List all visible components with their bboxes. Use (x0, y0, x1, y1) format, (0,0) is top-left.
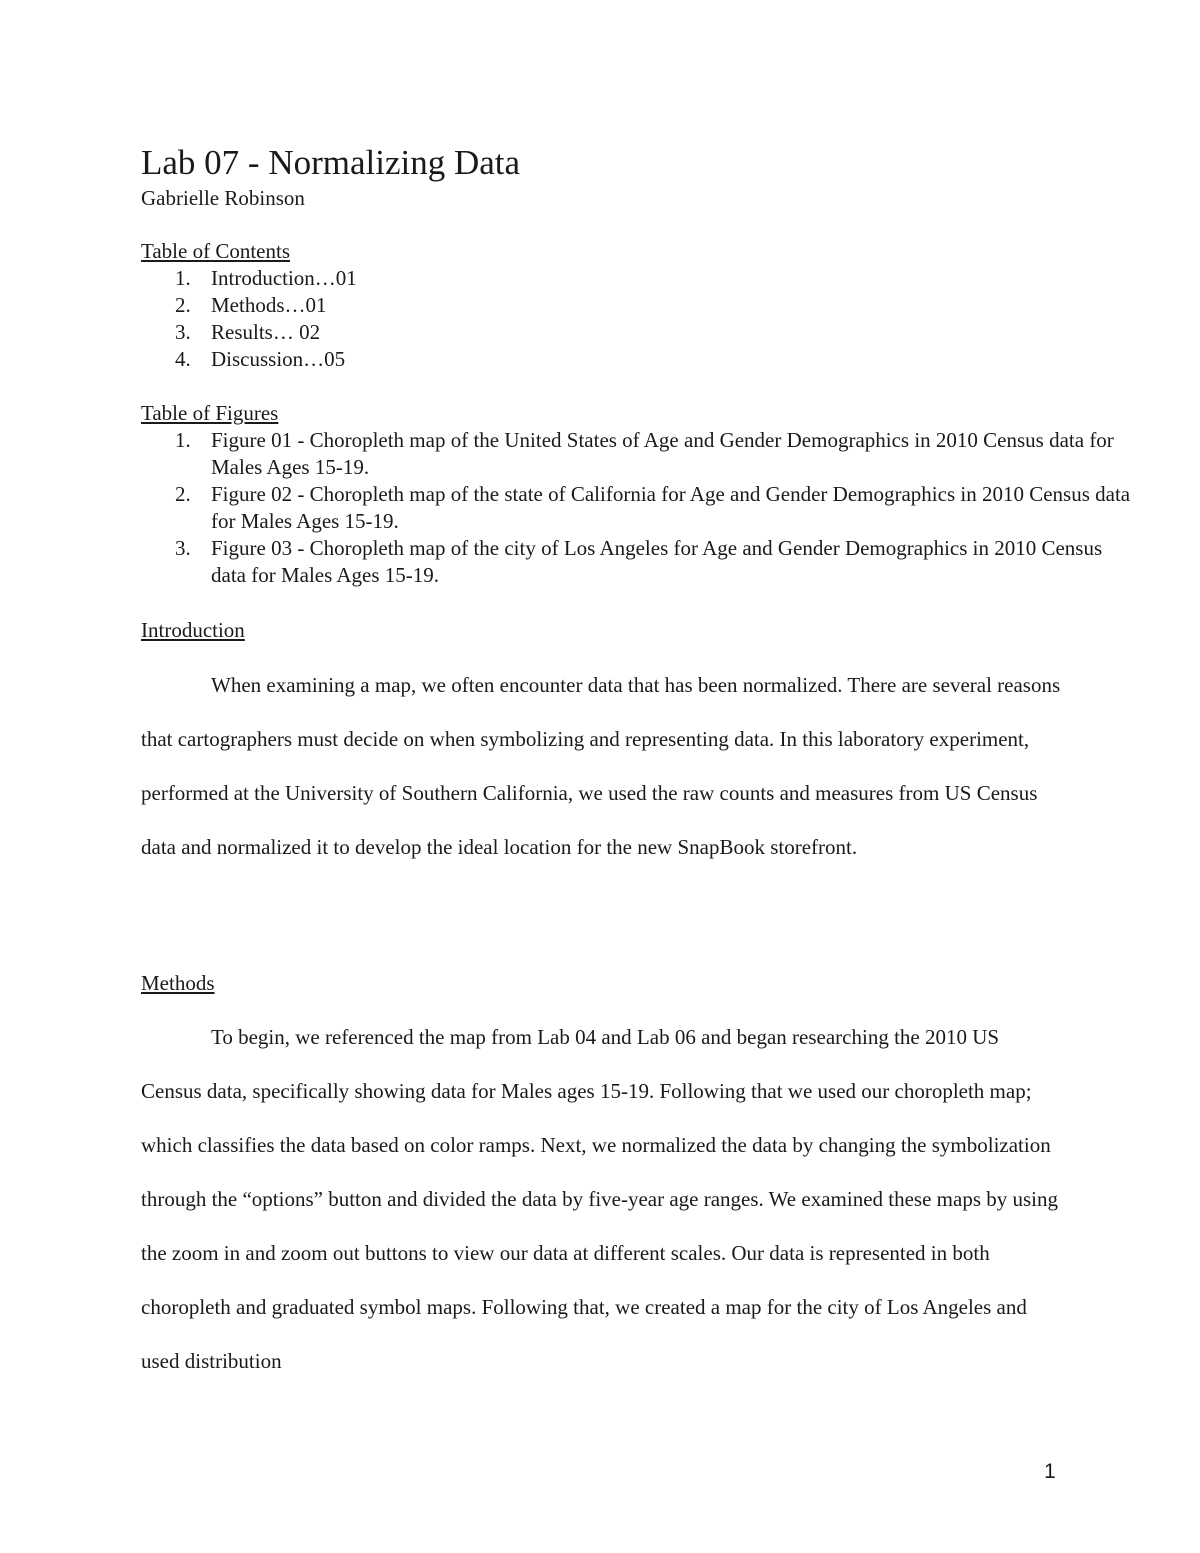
toc-list (141, 265, 1131, 373)
toc-item (141, 265, 1131, 292)
figures-list (141, 427, 1131, 589)
figure-item-number: 2. (175, 482, 191, 506)
toc-item-text: Introduction…01 (211, 266, 357, 290)
figure-item-number: 1. (175, 428, 191, 452)
toc-item-number: 2. (175, 293, 191, 317)
toc-item (141, 346, 1131, 373)
document-title: Lab 07 - Normalizing Data (141, 143, 521, 182)
toc-item-text: Discussion…05 (211, 347, 346, 371)
author-name: Gabrielle Robinson (141, 186, 305, 210)
toc-item (141, 292, 1131, 319)
figures-heading: Table of Figures (141, 401, 279, 425)
introduction-paragraph: When examining a map, we often encounter data that has been normalized. There are several reasons that cartographers must decide on when symbolizing and representing data. In this laboratory experiment, performed at the University of Southern California, we used the raw counts and measures from US Census data and normalized it to develop the ideal location for the new SnapBook storefront. (141, 673, 1061, 859)
figure-item-text: Figure 03 - Choropleth map of the city of Los Angeles for Age and Gender Demographics in 2010 Census data for Males Ages 15-19. (211, 536, 1103, 587)
toc-item-number: 1. (175, 266, 191, 290)
methods-paragraph: To begin, we referenced the map from Lab 04 and Lab 06 and began researching the 2010 US Census data, specifically showing data for Males ages 15-19. Following that we used our choropleth map; which classifies the data based on color ramps. Next, we normalized the data by changing the symbolization through the “options” button and divided the data by five-year age ranges. We examined these maps by using the zoom in and zoom out buttons to view our data at different scales. Our data is represented in both choropleth and graduated symbol maps. Following that, we created a map for the city of Los Angeles and used distribution (141, 1025, 1058, 1373)
figure-item-text: Figure 01 - Choropleth map of the United States of Age and Gender Demographics in 2010 Census data for Males Ages 15-19. (211, 428, 1114, 479)
figure-item-number: 3. (175, 536, 191, 560)
toc-item (141, 319, 1131, 346)
methods-heading: Methods (141, 971, 215, 995)
figure-item-text: Figure 02 - Choropleth map of the state of California for Age and Gender Demographics in 2010 Census data for Males Ages 15-19. (211, 482, 1131, 533)
figure-item (141, 427, 1131, 481)
page-number: 1 (1044, 1460, 1056, 1483)
toc-item-number: 3. (175, 320, 191, 344)
introduction-heading: Introduction (141, 618, 245, 642)
toc-heading: Table of Contents (141, 239, 290, 263)
figure-item (141, 535, 1131, 589)
toc-item-number: 4. (175, 347, 191, 371)
figure-item (141, 481, 1131, 535)
toc-item-text: Methods…01 (211, 293, 327, 317)
toc-item-text: Results… 02 (211, 320, 321, 344)
